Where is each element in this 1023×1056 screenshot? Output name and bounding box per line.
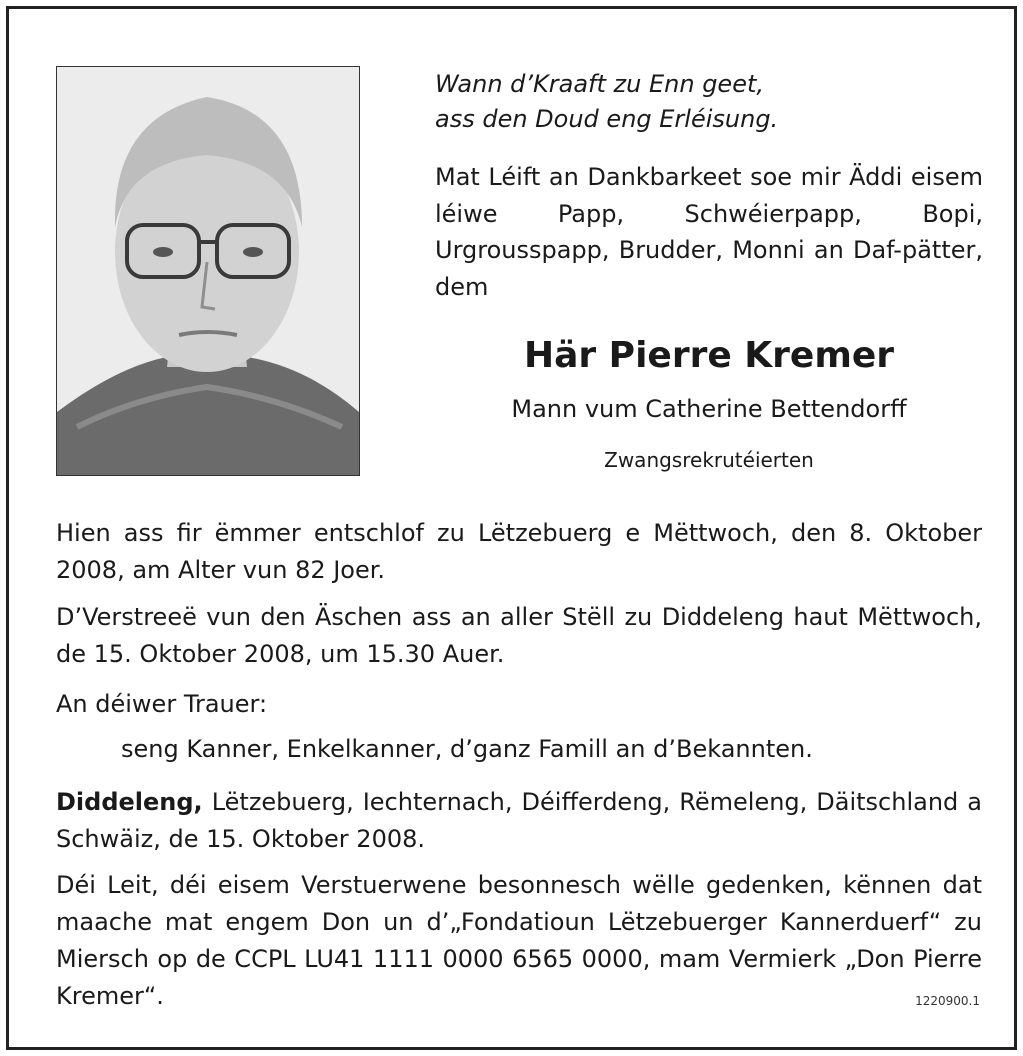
deceased-note: Zwangsrekrutéierten [604,448,814,472]
spouse-line: Mann vum Catherine Bettendorff [511,395,907,423]
place-primary: Diddeleng, [56,788,203,816]
motto-line-1: Wann d’Kraaft zu Enn geet, [435,70,765,98]
death-announcement: Hien ass fir ëmmer entschlof zu Lëtzebuerg e Mëttwoch, den 8. Oktober 2008, am Alter vun 82 Joer. [56,519,982,584]
reference-number: 1220900.1 [915,994,980,1008]
motto [435,67,778,137]
mourning-heading: An déiwer Trauer: [56,690,268,718]
obituary-notice [6,6,1017,1050]
scattering-announcement: D’Verstreeë vun den Äschen ass an aller Stëll zu Diddeleng haut Mëttwoch, de 15. Oktober 2008, um 15.30 Auer. [56,603,982,668]
portrait-photo [56,66,360,476]
places-rest: Lëtzebuerg, Iechternach, Déifferdeng, Rëmeleng, Däitschland a Schwäiz, de 15. Oktober 2008. [56,788,982,853]
intro-text: Mat Léift an Dankbarkeet soe mir Äddi eisem léiwe Papp, Schwéierpapp, Bopi, Urgrousspapp, Brudder, Monni an Daf-pätter, dem [435,163,983,301]
donation-notice: Déi Leit, déi eisem Verstuerwene besonnesch wëlle gedenken, kënnen dat maache mat engem Don un d’„Fondatioun Lëtzebuerger Kannerduerf“ zu Miersch op de CCPL LU41 1111 0000 6565 0000, mam Vermierk „Don Pierre Kremer“. [56,871,982,1010]
deceased-name: Här Pierre Kremer [523,335,895,376]
motto-line-2: ass den Doud eng Erléisung. [435,105,779,133]
mourners-list: seng Kanner, Enkelkanner, d’ganz Famill an d’Bekannten. [121,735,813,763]
places-line [56,784,982,858]
